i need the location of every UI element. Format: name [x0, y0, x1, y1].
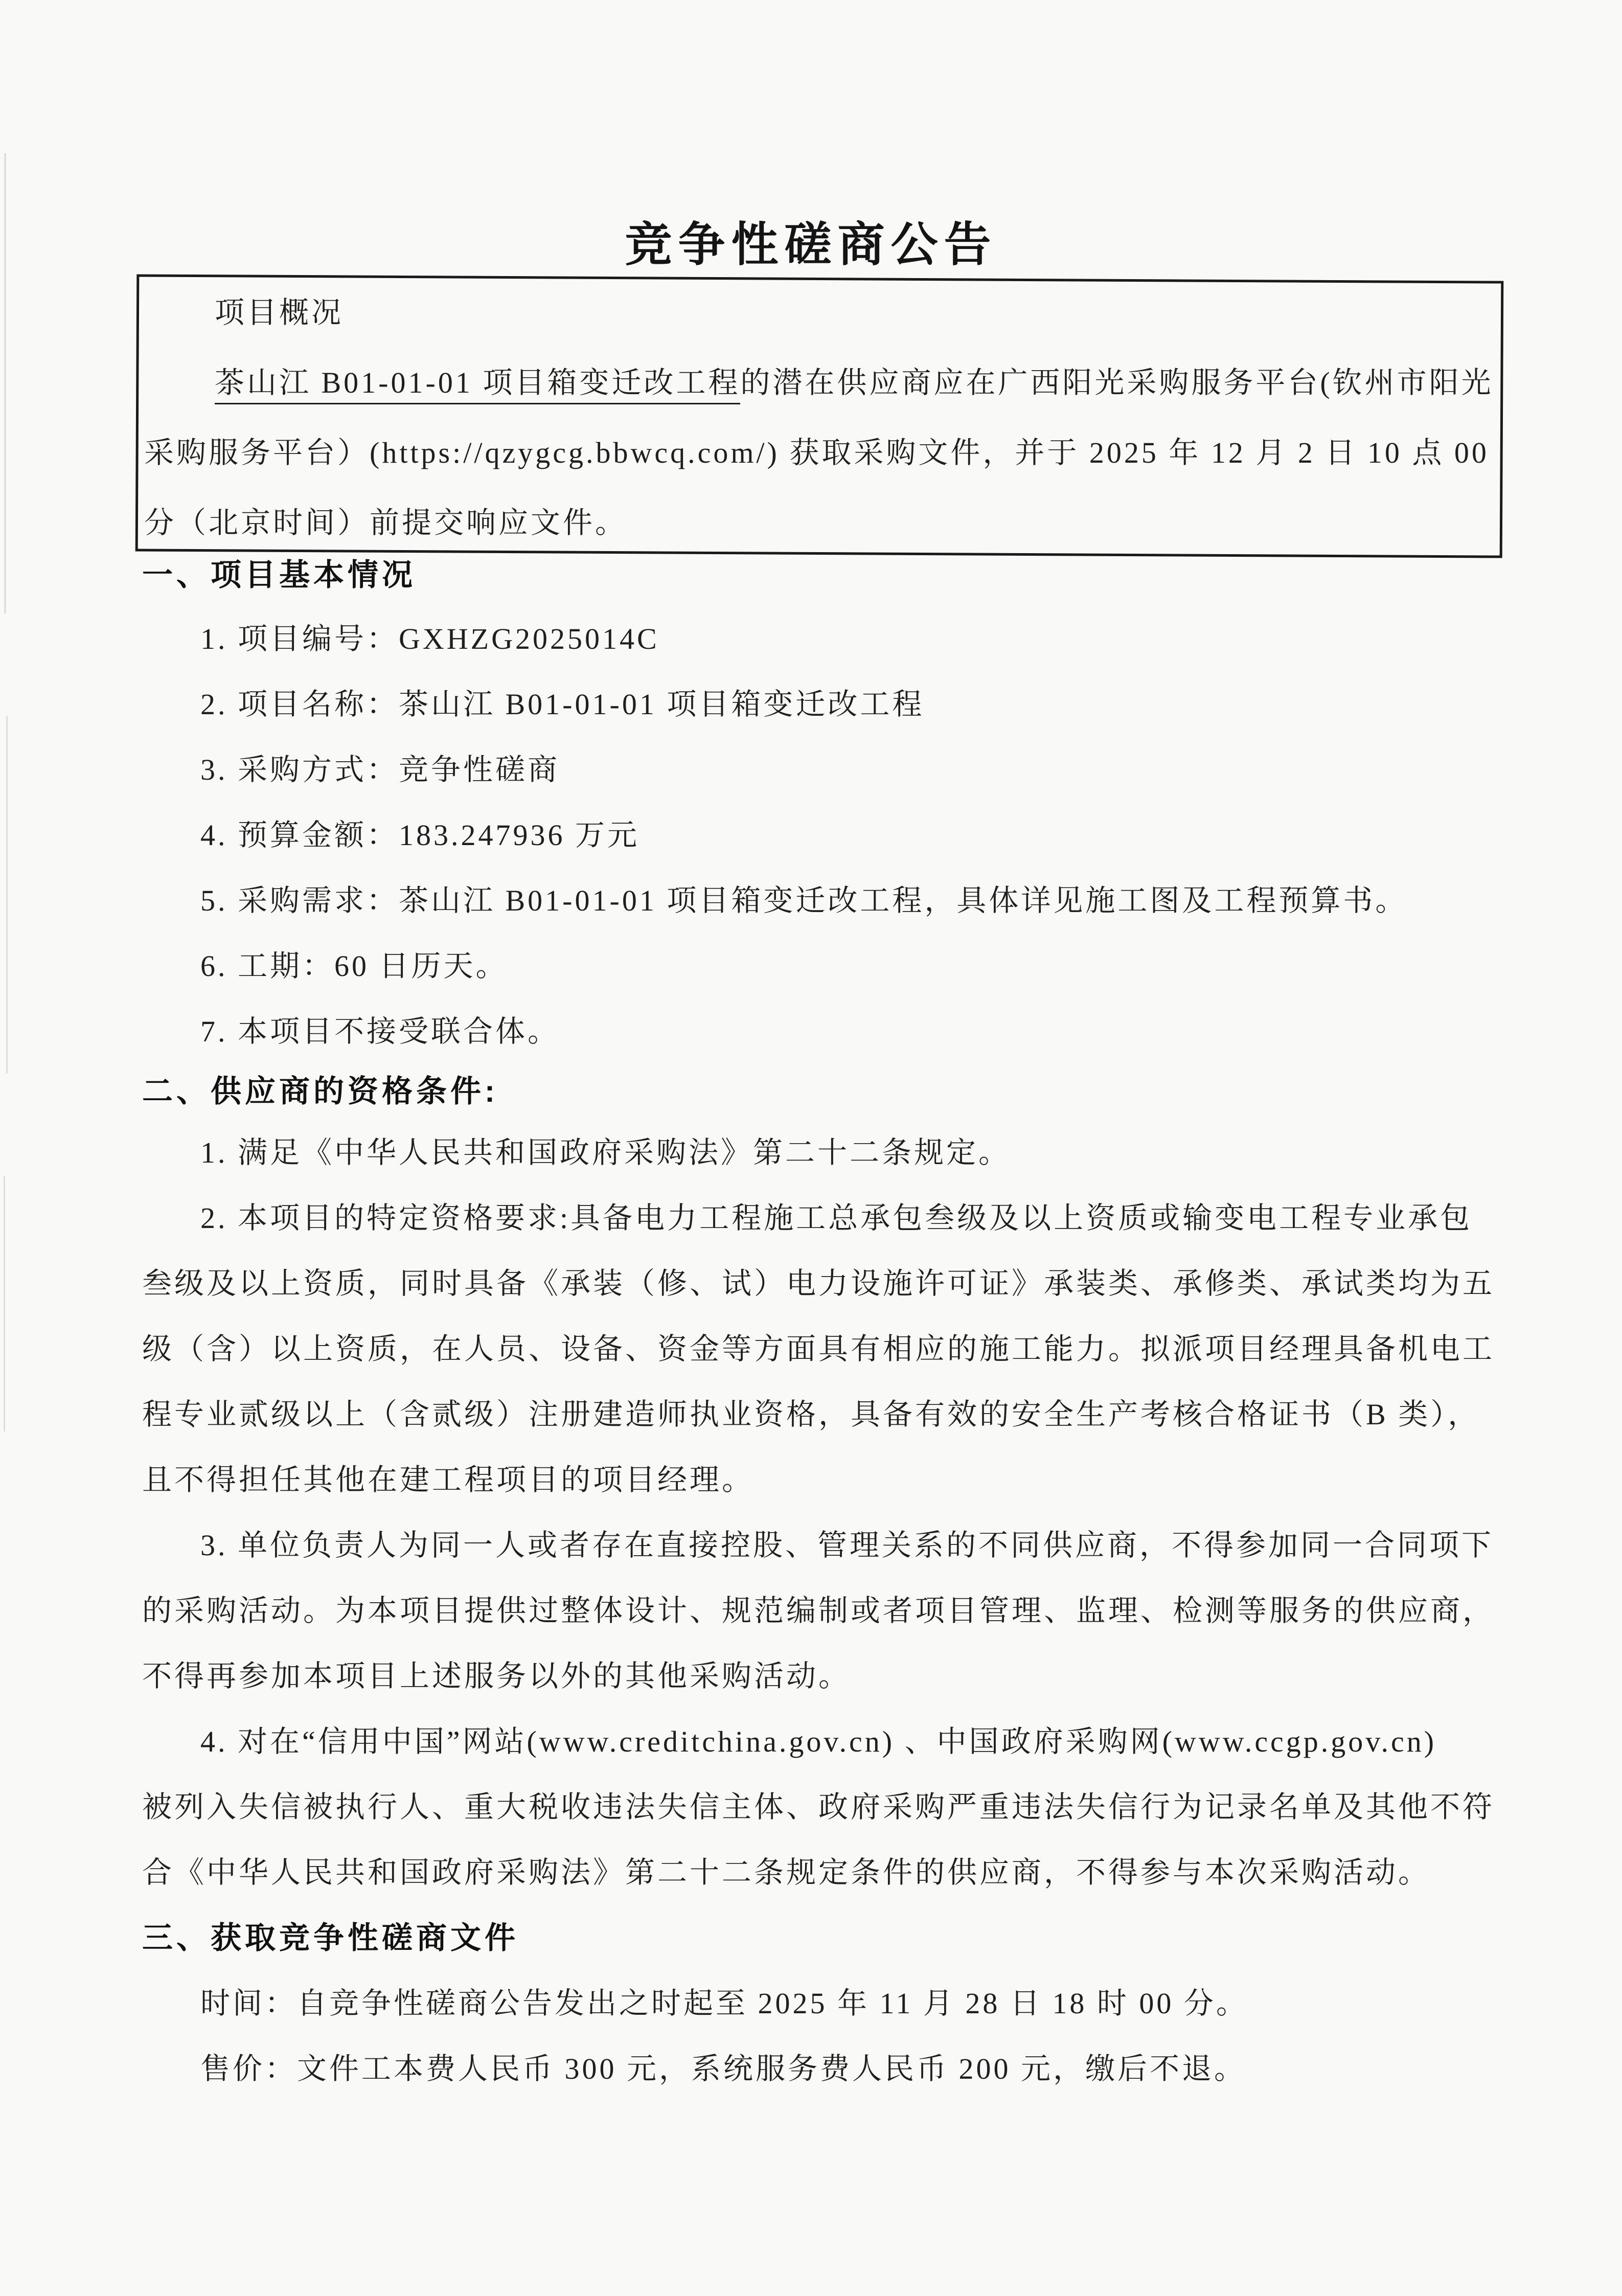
overview-line-1	[215, 366, 1494, 400]
s2-line-12: 合《中华人民共和国政府采购法》第二十二条规定条件的供应商，不得参与本次采购活动。	[142, 1856, 1431, 1889]
s2-line-3: 叁级及以上资质，同时具备《承装（修、试）电力设施许可证》承装类、承修类、承试类均为五	[142, 1267, 1495, 1300]
page-title: 竞争性磋商公告	[625, 219, 997, 271]
project-name-underlined: 茶山江 B01-01-01 项目箱变迁改工程	[215, 366, 740, 404]
s2-line-1: 1. 满足《中华人民共和国政府采购法》第二十二条规定。	[200, 1136, 1011, 1169]
s3-line-1: 时间：自竞争性磋商公告发出之时起至 2025 年 11 月 28 日 18 时 00 分。	[200, 1987, 1248, 2020]
overview-label: 项目概况	[215, 296, 344, 329]
s1-item-3: 3. 采购方式：竞争性磋商	[200, 753, 560, 786]
overview-line-3: 分（北京时间）前提交响应文件。	[144, 506, 628, 539]
s3-line-2: 售价：文件工本费人民币 300 元，系统服务费人民币 200 元，缴后不退。	[200, 2052, 1247, 2085]
scan-artifact	[6, 716, 8, 1074]
s2-line-6: 且不得担任其他在建工程项目的项目经理。	[142, 1463, 755, 1496]
s2-line-2: 2. 本项目的特定资格要求:具备电力工程施工总承包叁级及以上资质或输变电工程专业承包	[200, 1201, 1473, 1235]
s2-line-11: 被列入失信被执行人、重大税收违法失信主体、政府采购严重违法失信行为记录名单及其他不符	[142, 1790, 1495, 1824]
s2-line-8: 的采购活动。为本项目提供过整体设计、规范编制或者项目管理、监理、检测等服务的供应商，	[142, 1594, 1495, 1627]
s2-line-4: 级（含）以上资质，在人员、设备、资金等方面具有相应的施工能力。拟派项目经理具备机电工	[142, 1332, 1495, 1366]
s1-item-7: 7. 本项目不接受联合体。	[200, 1015, 560, 1048]
s2-line-7: 3. 单位负责人为同一人或者存在直接控股、管理关系的不同供应商，不得参加同一合同项下	[200, 1529, 1494, 1562]
s1-item-2: 2. 项目名称：茶山江 B01-01-01 项目箱变迁改工程	[200, 688, 925, 721]
s1-item-6: 6. 工期：60 日历天。	[200, 949, 508, 983]
scan-artifact	[4, 1176, 5, 1431]
s1-item-1: 1. 项目编号：GXHZG2025014C	[200, 622, 659, 655]
s2-line-9: 不得再参加本项目上述服务以外的其他采购活动。	[142, 1660, 851, 1693]
section-2-heading: 二、供应商的资格条件:	[142, 1074, 498, 1108]
section-3-heading: 三、获取竞争性磋商文件	[142, 1921, 519, 1955]
overview-line-1-rest: 的潜在供应商应在广西阳光采购服务平台(钦州市阳光	[740, 366, 1494, 399]
s2-line-5: 程专业贰级以上（含贰级）注册建造师执业资格，具备有效的安全生产考核合格证书（B 类），	[142, 1398, 1480, 1431]
s1-item-5: 5. 采购需求：茶山江 B01-01-01 项目箱变迁改工程，具体详见施工图及工程预算书。	[200, 884, 1408, 917]
overview-line-2: 采购服务平台）(https://qzygcg.bbwcq.com/) 获取采购文件，并于 2025 年 12 月 2 日 10 点 00	[144, 436, 1489, 469]
s2-line-10: 4. 对在“信用中国”网站(www.creditchina.gov.cn) 、中国政府采购网(www.ccgp.gov.cn)	[200, 1725, 1437, 1758]
s1-item-4: 4. 预算金额：183.247936 万元	[200, 819, 640, 852]
section-1-heading: 一、项目基本情况	[142, 558, 416, 592]
